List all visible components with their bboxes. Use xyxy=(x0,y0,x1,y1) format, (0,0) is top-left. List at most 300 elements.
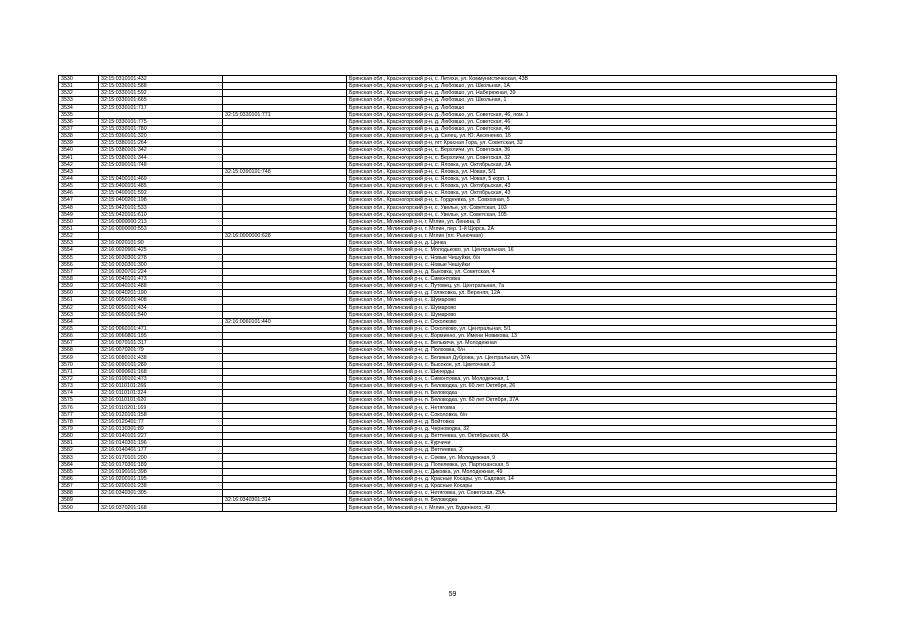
row-number-cell: 3546 xyxy=(59,190,99,197)
cadastral-number-alt-cell xyxy=(223,190,347,197)
row-number-cell: 3555 xyxy=(59,254,99,261)
table-row xyxy=(59,497,837,504)
address-cell: Брянская обл., Красногорский р-н, д. Селец, ул. Ю. Аксененко, 16 xyxy=(347,133,837,140)
cadastral-number-cell xyxy=(99,318,223,325)
row-number-cell: 3569 xyxy=(59,354,99,361)
row-number-cell: 3554 xyxy=(59,247,99,254)
cadastral-number-alt-cell xyxy=(223,433,347,440)
cadastral-number-cell: 32:16:0050101:540 xyxy=(99,311,223,318)
address-cell: Брянская обл., Красногорский р-н, с. Верхличи, ул. Советская, 36 xyxy=(347,147,837,154)
cadastral-number-alt-cell xyxy=(223,290,347,297)
table-row xyxy=(59,290,837,297)
cadastral-number-cell: 32:15:0420101:533 xyxy=(99,204,223,211)
cadastral-number-cell xyxy=(99,497,223,504)
row-number-cell: 3538 xyxy=(59,133,99,140)
table-row xyxy=(59,375,837,382)
cadastral-number-alt-cell xyxy=(223,211,347,218)
table-row xyxy=(59,161,837,168)
cadastral-number-alt-cell xyxy=(223,425,347,432)
cadastral-number-cell: 32:16:0170101:200 xyxy=(99,454,223,461)
cadastral-number-alt-cell xyxy=(223,154,347,161)
row-number-cell: 3564 xyxy=(59,318,99,325)
cadastral-number-cell: 32:15:0400201:198 xyxy=(99,197,223,204)
row-number-cell: 3558 xyxy=(59,275,99,282)
address-cell: Брянская обл., Красногорский р-н, д. Любовшо, ул. Советская, 46, пом. 1 xyxy=(347,111,837,118)
cadastral-number-alt-cell xyxy=(223,411,347,418)
cadastral-number-alt-cell xyxy=(223,268,347,275)
cadastral-number-cell: 32:16:0370201:168 xyxy=(99,504,223,511)
cadastral-number-alt-cell xyxy=(223,147,347,154)
cadastral-number-cell xyxy=(99,233,223,240)
table-row xyxy=(59,183,837,190)
cadastral-number-cell: 32:15:0360101:320 xyxy=(99,133,223,140)
row-number-cell: 3586 xyxy=(59,475,99,482)
cadastral-number-cell: 32:16:0110101:620 xyxy=(99,397,223,404)
address-cell: Брянская обл., Мглинский р-н, п. Беловодка, ул. 60 лет Октября, 26 xyxy=(347,383,837,390)
cadastral-number-alt-cell xyxy=(223,490,347,497)
table-row xyxy=(59,190,837,197)
address-cell: Брянская обл., Мглинский р-н, с. Симонтовка xyxy=(347,275,837,282)
cadastral-number-alt-cell xyxy=(223,118,347,125)
table-row xyxy=(59,433,837,440)
address-cell: Брянская обл., Мглинский р-н, д. Полховка, б/н xyxy=(347,347,837,354)
cadastral-number-alt-cell xyxy=(223,475,347,482)
address-cell: Брянская обл., Красногорский р-н, с. Яловка, ул. Октябрьская, 43 xyxy=(347,190,837,197)
cadastral-number-alt-cell xyxy=(223,133,347,140)
table-row xyxy=(59,397,837,404)
address-cell: Брянская обл., Красногорский р-н, д. Любовшо xyxy=(347,104,837,111)
cadastral-number-cell: 32:16:0140301:196 xyxy=(99,440,223,447)
address-cell: Брянская обл., Красногорский р-н, с. Яловка, ул. Новая, 5 корп. 1 xyxy=(347,175,837,182)
cadastral-number-alt-cell xyxy=(223,404,347,411)
address-cell: Брянская обл., Мглинский р-н, д. Быковка, ул. Советская, 4 xyxy=(347,268,837,275)
address-cell: Брянская обл., Мглинский р-н, д. Цинка xyxy=(347,240,837,247)
cadastral-number-alt-cell xyxy=(223,397,347,404)
cadastral-number-alt-cell xyxy=(223,354,347,361)
address-cell: Брянская обл., Мглинский р-н, п. Беловодка xyxy=(347,390,837,397)
cadastral-number-alt-cell xyxy=(223,76,347,83)
row-number-cell: 3557 xyxy=(59,268,99,275)
cadastral-number-alt-cell xyxy=(223,104,347,111)
row-number-cell: 3565 xyxy=(59,325,99,332)
cadastral-number-alt-cell: 32:15:0390101:748 xyxy=(223,168,347,175)
cadastral-number-cell: 32:15:0310101:432 xyxy=(99,76,223,83)
cadastral-number-cell: 32:16:0340301:305 xyxy=(99,490,223,497)
address-cell: Брянская обл., Мглинский р-н, д. Войтовка xyxy=(347,418,837,425)
cadastral-number-alt-cell xyxy=(223,175,347,182)
row-number-cell: 3563 xyxy=(59,311,99,318)
table-row xyxy=(59,490,837,497)
table-row xyxy=(59,168,837,175)
address-cell: Брянская обл., Мглинский р-н, с. Курчичи xyxy=(347,440,837,447)
cadastral-number-cell: 32:16:0170301:189 xyxy=(99,461,223,468)
cadastral-number-alt-cell xyxy=(223,468,347,475)
address-cell: Брянская обл., Мглинский р-н, г. Мглин (пл. Рыночная) xyxy=(347,233,837,240)
address-cell: Брянская обл., Мглинский р-н, п. Беловодка xyxy=(347,497,837,504)
address-cell: Брянская обл., Красногорский р-н, с. Увелье, ул. Советская, 103 xyxy=(347,204,837,211)
address-cell: Брянская обл., Мглинский р-н, с. Новые Чешуйки xyxy=(347,261,837,268)
address-cell: Брянская обл., Красногорский р-н, с. Гордеевка, ул. Совхозная, 5 xyxy=(347,197,837,204)
address-cell: Брянская обл., Мглинский р-н, с. Семки, ул. Молодежная, 9 xyxy=(347,454,837,461)
table-row xyxy=(59,383,837,390)
cadastral-number-alt-cell xyxy=(223,383,347,390)
table-row xyxy=(59,347,837,354)
cadastral-number-alt-cell xyxy=(223,140,347,147)
table-row xyxy=(59,140,837,147)
cadastral-number-cell: 32:15:0330101:717 xyxy=(99,104,223,111)
table-row xyxy=(59,425,837,432)
cadastral-number-cell: 32:15:0330101:588 xyxy=(99,83,223,90)
table-row xyxy=(59,118,837,125)
row-number-cell: 3533 xyxy=(59,97,99,104)
address-cell: Брянская обл., Мглинский р-н, с. Велькичи, ул. Молодежная xyxy=(347,340,837,347)
address-cell: Брянская обл., Мглинский р-н, д. Красные Косары xyxy=(347,483,837,490)
cadastral-number-alt-cell xyxy=(223,333,347,340)
cadastral-number-alt-cell xyxy=(223,247,347,254)
cadastral-number-cell: 32:16:0070201:79 xyxy=(99,347,223,354)
address-cell: Брянская обл., Мглинский р-н, д. Черноводка, 32 xyxy=(347,425,837,432)
table-row xyxy=(59,461,837,468)
address-cell: Брянская обл., Мглинский р-н, с. Осколково, ул. Центральная, 5/1 xyxy=(347,325,837,332)
address-cell: Брянская обл., Красногорский р-н, д. Любовшо, ул. Набережная, 39 xyxy=(347,90,837,97)
cadastral-number-cell: 32:16:0040201:190 xyxy=(99,290,223,297)
cadastral-number-alt-cell xyxy=(223,218,347,225)
row-number-cell: 3548 xyxy=(59,204,99,211)
address-cell: Брянская обл., Мглинский р-н, с. Нетяговка, ул. Советская, 25А xyxy=(347,490,837,497)
row-number-cell: 3540 xyxy=(59,147,99,154)
table-row xyxy=(59,197,837,204)
row-number-cell: 3582 xyxy=(59,447,99,454)
row-number-cell: 3532 xyxy=(59,90,99,97)
address-cell: Брянская обл., Мглинский р-н, с. Шумарово xyxy=(347,297,837,304)
cadastral-number-cell: 32:16:0060101:471 xyxy=(99,325,223,332)
row-number-cell: 3567 xyxy=(59,340,99,347)
cadastral-number-alt-cell xyxy=(223,454,347,461)
cadastral-number-cell: 32:16:0130301:89 xyxy=(99,425,223,432)
table-row xyxy=(59,325,837,332)
table-row xyxy=(59,304,837,311)
table-row xyxy=(59,104,837,111)
row-number-cell: 3543 xyxy=(59,168,99,175)
cadastral-number-alt-cell: 32:16:0060101:440 xyxy=(223,318,347,325)
row-number-cell: 3537 xyxy=(59,125,99,132)
row-number-cell: 3553 xyxy=(59,240,99,247)
address-cell: Брянская обл., Мглинский р-н, с. Соколовка, б/н xyxy=(347,411,837,418)
table-row xyxy=(59,404,837,411)
table-row xyxy=(59,76,837,83)
cadastral-number-cell: 32:16:0070101:317 xyxy=(99,340,223,347)
cadastral-number-cell: 32:16:0090601:168 xyxy=(99,368,223,375)
row-number-cell: 3542 xyxy=(59,161,99,168)
table-row xyxy=(59,340,837,347)
cadastral-number-alt-cell xyxy=(223,461,347,468)
cadastral-number-cell xyxy=(99,111,223,118)
table-row xyxy=(59,261,837,268)
table-row xyxy=(59,83,837,90)
cadastral-number-alt-cell: 32:16:0340301:314 xyxy=(223,497,347,504)
cadastral-number-cell: 32:16:0100101:473 xyxy=(99,375,223,382)
row-number-cell: 3580 xyxy=(59,433,99,440)
cadastral-number-cell: 32:15:0400101:485 xyxy=(99,183,223,190)
row-number-cell: 3571 xyxy=(59,368,99,375)
address-cell: Брянская обл., Мглинский р-н, п. Беловодка, ул. 60 лет Октября, 37А xyxy=(347,397,837,404)
cadastral-number-alt-cell xyxy=(223,347,347,354)
cadastral-number-cell: 32:15:0380101:344 xyxy=(99,154,223,161)
row-number-cell: 3575 xyxy=(59,397,99,404)
cadastral-number-alt-cell xyxy=(223,483,347,490)
address-cell: Брянская обл., Мглинский р-н, г. Мглин, ул. Буденного, 49 xyxy=(347,504,837,511)
row-number-cell: 3588 xyxy=(59,490,99,497)
row-number-cell: 3545 xyxy=(59,183,99,190)
row-number-cell: 3568 xyxy=(59,347,99,354)
cadastral-number-cell: 32:16:0050101:408 xyxy=(99,297,223,304)
table-row xyxy=(59,318,837,325)
address-cell: Брянская обл., Мглинский р-н, д. Красные Косары, ул. Садовая, 14 xyxy=(347,475,837,482)
address-cell: Брянская обл., Красногорский р-н, с. Верхличи, ул. Советская, 32 xyxy=(347,154,837,161)
table-row xyxy=(59,504,837,511)
cadastral-number-alt-cell xyxy=(223,90,347,97)
address-cell: Брянская обл., Красногорский р-н, с. Яловка, ул. Октябрьская, 43 xyxy=(347,183,837,190)
address-cell: Брянская обл., Мглинский р-н, д. Голяковка, ул. Верхняя, 12А xyxy=(347,290,837,297)
table-row xyxy=(59,133,837,140)
row-number-cell: 3576 xyxy=(59,404,99,411)
cadastral-number-cell: 32:16:0110201:169 xyxy=(99,404,223,411)
address-cell: Брянская обл., Мглинский р-н, г. Мглин, ул. Ленина, 8 xyxy=(347,218,837,225)
row-number-cell: 3585 xyxy=(59,468,99,475)
address-cell: Брянская обл., Красногорский р-н, д. Любовшо, ул. Школьная, 1А xyxy=(347,83,837,90)
cadastral-number-cell: 32:16:0040101:473 xyxy=(99,275,223,282)
row-number-cell: 3561 xyxy=(59,297,99,304)
row-number-cell: 3552 xyxy=(59,233,99,240)
table-row xyxy=(59,240,837,247)
table-row xyxy=(59,211,837,218)
row-number-cell: 3551 xyxy=(59,225,99,232)
row-number-cell: 3579 xyxy=(59,425,99,432)
row-number-cell: 3572 xyxy=(59,375,99,382)
cadastral-number-alt-cell xyxy=(223,375,347,382)
row-number-cell: 3535 xyxy=(59,111,99,118)
cadastral-number-cell: 32:16:0000000:213 xyxy=(99,218,223,225)
address-cell: Брянская обл., Мглинский р-н, с. Молодьково, ул. Центральная, 16 xyxy=(347,247,837,254)
table-row xyxy=(59,297,837,304)
cadastral-number-alt-cell: 32:15:0330101:771 xyxy=(223,111,347,118)
row-number-cell: 3566 xyxy=(59,333,99,340)
table-row xyxy=(59,225,837,232)
cadastral-number-cell: 32:16:0110101:266 xyxy=(99,383,223,390)
table-row xyxy=(59,475,837,482)
table-row xyxy=(59,283,837,290)
table-row xyxy=(59,218,837,225)
cadastral-number-cell: 32:15:0330101:775 xyxy=(99,118,223,125)
row-number-cell: 3583 xyxy=(59,454,99,461)
address-cell: Брянская обл., Красногорский р-н, пгт Красная Гора, ул. Советская, 32 xyxy=(347,140,837,147)
cadastral-number-cell: 32:16:0200101:195 xyxy=(99,475,223,482)
row-number-cell: 3589 xyxy=(59,497,99,504)
address-cell: Брянская обл., Красногорский р-н, д. Любовшо, ул. Школьная, 1 xyxy=(347,97,837,104)
address-cell: Брянская обл., Мглинский р-н, с. Шумарово xyxy=(347,304,837,311)
row-number-cell: 3556 xyxy=(59,261,99,268)
cadastral-number-cell: 32:16:0000000:553 xyxy=(99,225,223,232)
address-cell: Брянская обл., Мглинский р-н, д. Веттеевка, 2 xyxy=(347,447,837,454)
cadastral-number-cell: 32:16:0200101:238 xyxy=(99,483,223,490)
table-row xyxy=(59,275,837,282)
cadastral-number-cell: 32:16:0120101:158 xyxy=(99,411,223,418)
cadastral-number-alt-cell xyxy=(223,504,347,511)
row-number-cell: 3534 xyxy=(59,104,99,111)
cadastral-number-alt-cell xyxy=(223,340,347,347)
row-number-cell: 3584 xyxy=(59,461,99,468)
address-cell: Брянская обл., Мглинский р-н, с. Шинерды xyxy=(347,368,837,375)
registry-table xyxy=(58,75,837,512)
cadastral-number-alt-cell: 32:16:0000000:628 xyxy=(223,233,347,240)
row-number-cell: 3578 xyxy=(59,418,99,425)
cadastral-number-alt-cell xyxy=(223,261,347,268)
row-number-cell: 3531 xyxy=(59,83,99,90)
table-row xyxy=(59,90,837,97)
cadastral-number-alt-cell xyxy=(223,83,347,90)
table-row xyxy=(59,418,837,425)
cadastral-number-alt-cell xyxy=(223,368,347,375)
cadastral-number-cell: 32:16:0040101:488 xyxy=(99,283,223,290)
cadastral-number-cell: 32:16:0120401:77 xyxy=(99,418,223,425)
cadastral-number-alt-cell xyxy=(223,447,347,454)
row-number-cell: 3547 xyxy=(59,197,99,204)
table-row xyxy=(59,97,837,104)
table-row xyxy=(59,333,837,340)
table-row xyxy=(59,440,837,447)
row-number-cell: 3581 xyxy=(59,440,99,447)
table-row xyxy=(59,361,837,368)
cadastral-number-cell: 32:15:0330101:665 xyxy=(99,97,223,104)
cadastral-number-cell: 32:16:0110101:324 xyxy=(99,390,223,397)
cadastral-number-cell: 32:16:0030701:224 xyxy=(99,268,223,275)
table-row xyxy=(59,483,837,490)
cadastral-number-cell xyxy=(99,168,223,175)
cadastral-number-cell: 32:16:0090101:289 xyxy=(99,361,223,368)
cadastral-number-cell: 32:16:0080101:438 xyxy=(99,354,223,361)
cadastral-number-alt-cell xyxy=(223,240,347,247)
address-cell: Брянская обл., Красногорский р-н, д. Любовшо, ул. Советская, 46 xyxy=(347,125,837,132)
row-number-cell: 3539 xyxy=(59,140,99,147)
address-cell: Брянская обл., Мглинский р-н, с. Ворминно, ул. Имени Новикова, 13 xyxy=(347,333,837,340)
cadastral-number-cell: 32:16:0050101:434 xyxy=(99,304,223,311)
registry-table-body xyxy=(59,76,837,512)
cadastral-number-alt-cell xyxy=(223,197,347,204)
cadastral-number-cell: 32:15:0380101:264 xyxy=(99,140,223,147)
cadastral-number-alt-cell xyxy=(223,161,347,168)
table-row xyxy=(59,411,837,418)
cadastral-number-cell: 32:16:0140401:177 xyxy=(99,447,223,454)
address-cell: Брянская обл., Мглинский р-н, д. Попелевка, ул. Партизанская, 5 xyxy=(347,461,837,468)
row-number-cell: 3549 xyxy=(59,211,99,218)
cadastral-number-cell: 32:15:0330101:592 xyxy=(99,90,223,97)
table-row xyxy=(59,268,837,275)
table-row xyxy=(59,454,837,461)
row-number-cell: 3530 xyxy=(59,76,99,83)
cadastral-number-cell: 32:15:0420101:610 xyxy=(99,211,223,218)
address-cell: Брянская обл., Мглинский р-н, г. Мглин, пер. 1-й Щорса, 2А xyxy=(347,225,837,232)
cadastral-number-alt-cell xyxy=(223,304,347,311)
address-cell: Брянская обл., Мглинский р-н, с. Шумарово xyxy=(347,311,837,318)
cadastral-number-alt-cell xyxy=(223,311,347,318)
table-row xyxy=(59,254,837,261)
cadastral-number-cell: 32:16:0190101:398 xyxy=(99,468,223,475)
table-row xyxy=(59,125,837,132)
table-row xyxy=(59,354,837,361)
address-cell: Брянская обл., Красногорский р-н, с. Летяхи, ул. Коммунистическая, 43В xyxy=(347,76,837,83)
cadastral-number-cell: 32:16:0140101:227 xyxy=(99,433,223,440)
table-row xyxy=(59,468,837,475)
address-cell: Брянская обл., Мглинский р-н, с. Новые Чешуйки, б/н xyxy=(347,254,837,261)
address-cell: Брянская обл., Красногорский р-н, с. Увелье, ул. Советская, 105 xyxy=(347,211,837,218)
cadastral-number-alt-cell xyxy=(223,440,347,447)
cadastral-number-cell: 32:16:0030301:278 xyxy=(99,254,223,261)
cadastral-number-alt-cell xyxy=(223,275,347,282)
cadastral-number-alt-cell xyxy=(223,361,347,368)
cadastral-number-cell: 32:16:0060801:195 xyxy=(99,333,223,340)
cadastral-number-cell: 32:15:0400101:469 xyxy=(99,175,223,182)
table-row xyxy=(59,233,837,240)
table-row xyxy=(59,311,837,318)
table-row xyxy=(59,111,837,118)
table-row xyxy=(59,390,837,397)
row-number-cell: 3560 xyxy=(59,290,99,297)
cadastral-number-alt-cell xyxy=(223,183,347,190)
cadastral-number-alt-cell xyxy=(223,297,347,304)
row-number-cell: 3541 xyxy=(59,154,99,161)
cadastral-number-cell: 32:16:0030301:300 xyxy=(99,261,223,268)
cadastral-number-alt-cell xyxy=(223,254,347,261)
cadastral-number-cell: 32:15:0380101:342 xyxy=(99,147,223,154)
row-number-cell: 3577 xyxy=(59,411,99,418)
cadastral-number-alt-cell xyxy=(223,418,347,425)
row-number-cell: 3573 xyxy=(59,383,99,390)
row-number-cell: 3550 xyxy=(59,218,99,225)
row-number-cell: 3562 xyxy=(59,304,99,311)
address-cell: Брянская обл., Мглинский р-н, с. Высокое, ул. Цветочная, 2 xyxy=(347,361,837,368)
cadastral-number-cell: 32:15:0330101:780 xyxy=(99,125,223,132)
row-number-cell: 3559 xyxy=(59,283,99,290)
table-row xyxy=(59,154,837,161)
row-number-cell: 3574 xyxy=(59,390,99,397)
row-number-cell: 3536 xyxy=(59,118,99,125)
address-cell: Брянская обл., Мглинский р-н, с. Симонтовка, ул. Молодежная, 1 xyxy=(347,375,837,382)
address-cell: Брянская обл., Мглинский р-н, с. Диковка, ул. Молодежная, 49 xyxy=(347,468,837,475)
cadastral-number-alt-cell xyxy=(223,225,347,232)
cadastral-number-cell: 32:15:0400101:592 xyxy=(99,190,223,197)
page-number: 59 xyxy=(448,591,457,598)
table-row xyxy=(59,204,837,211)
table-row xyxy=(59,447,837,454)
cadastral-number-alt-cell xyxy=(223,390,347,397)
cadastral-number-alt-cell xyxy=(223,97,347,104)
address-cell: Брянская обл., Мглинский р-н, с. Нетяговка xyxy=(347,404,837,411)
table-row xyxy=(59,147,837,154)
cadastral-number-alt-cell xyxy=(223,125,347,132)
cadastral-number-alt-cell xyxy=(223,325,347,332)
address-cell: Брянская обл., Мглинский р-н, с. Осколково xyxy=(347,318,837,325)
cadastral-number-cell: 32:16:0020901:425 xyxy=(99,247,223,254)
row-number-cell: 3570 xyxy=(59,361,99,368)
cadastral-number-cell: 32:16:0020101:90 xyxy=(99,240,223,247)
row-number-cell: 3590 xyxy=(59,504,99,511)
address-cell: Брянская обл., Красногорский р-н, с. Яловка, ул. Новая, 5/1 xyxy=(347,168,837,175)
row-number-cell: 3587 xyxy=(59,483,99,490)
cadastral-number-cell: 32:15:0390101:748 xyxy=(99,161,223,168)
address-cell: Брянская обл., Мглинский р-н, с. Великая Дуброва, ул. Центральная, 37А xyxy=(347,354,837,361)
row-number-cell: 3544 xyxy=(59,175,99,182)
cadastral-number-alt-cell xyxy=(223,283,347,290)
